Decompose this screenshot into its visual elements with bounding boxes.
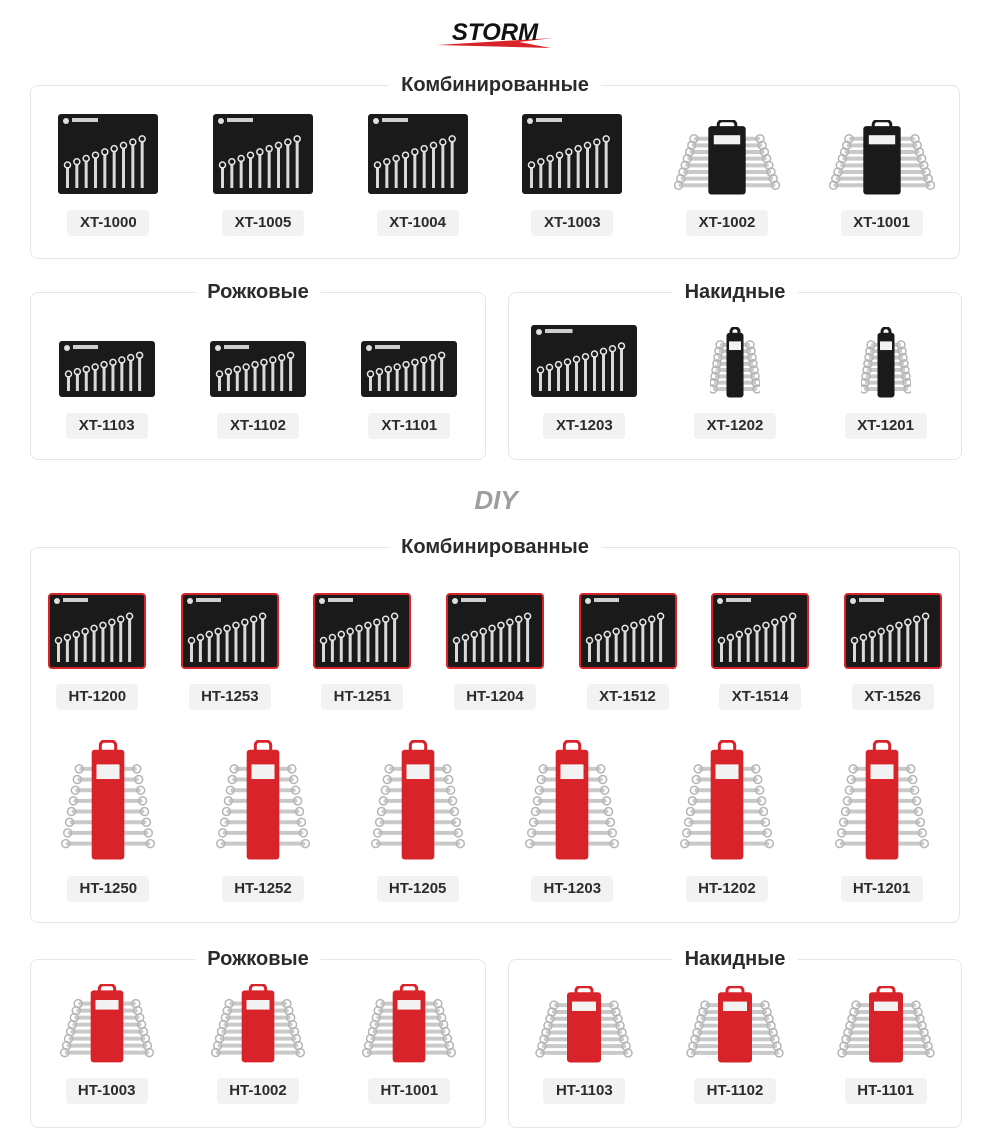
product-card-ht-1204[interactable] [443,584,547,710]
product-card-xt-1526[interactable] [841,584,945,710]
wrench-roll-image[interactable] [48,104,168,196]
product-code-label[interactable]: XT-1202 [694,413,776,439]
wrench-rack-image[interactable] [354,978,464,1064]
product-code-label[interactable]: XT-1001 [841,210,923,236]
product-code-label[interactable]: HT-1204 [454,684,536,710]
product-code-label[interactable]: HT-1201 [841,876,923,902]
product-card-ht-1002[interactable] [203,978,313,1104]
wrench-rack-image[interactable] [52,978,162,1064]
product-code-label[interactable]: XT-1201 [845,413,927,439]
product-code-label[interactable]: HT-1203 [531,876,613,902]
product-code-label[interactable]: HT-1101 [845,1078,927,1104]
wrench-roll-image[interactable] [527,319,641,399]
product-card-ht-1003[interactable] [52,978,162,1104]
product-code-label[interactable]: XT-1103 [66,413,148,439]
storm-open-title: Рожковые [195,278,320,306]
storm-ring-panel [508,281,962,460]
wrench-roll-image[interactable] [512,104,632,196]
wrench-roll-image[interactable] [310,584,414,670]
wrench-roll-image[interactable] [203,319,313,399]
wrench-rack-image[interactable] [529,978,639,1064]
product-code-label[interactable]: XT-1000 [67,210,149,236]
product-card-xt-1001[interactable] [822,104,942,236]
product-card-xt-1202[interactable] [678,319,792,439]
wrench-rack-image[interactable] [829,319,943,399]
product-code-label[interactable]: HT-1002 [217,1078,299,1104]
wrench-roll-image[interactable] [443,584,547,670]
storm-combined-panel [30,74,960,259]
storm-logo [0,14,991,54]
product-code-label[interactable]: XT-1526 [852,684,934,710]
product-code-label[interactable]: HT-1202 [686,876,768,902]
product-code-label[interactable]: HT-1251 [321,684,403,710]
product-card-xt-1000[interactable] [48,104,168,236]
product-card-xt-1203[interactable] [527,319,641,439]
wrench-rack-image[interactable] [208,732,318,862]
product-code-label[interactable]: HT-1200 [56,684,138,710]
product-code-label[interactable]: XT-1101 [368,413,450,439]
wrench-roll-image[interactable] [178,584,282,670]
storm-combined-title: Комбинированные [389,71,601,99]
product-code-label[interactable]: HT-1001 [368,1078,450,1104]
product-card-ht-1001[interactable] [354,978,464,1104]
wrench-rack-image[interactable] [53,732,163,862]
product-card-ht-1103[interactable] [529,978,639,1104]
product-code-label[interactable]: XT-1102 [217,413,299,439]
product-card-ht-1102[interactable] [680,978,790,1104]
product-code-label[interactable]: HT-1252 [222,876,304,902]
product-card-ht-1205[interactable] [363,732,473,902]
product-card-xt-1201[interactable] [829,319,943,439]
product-card-ht-1200[interactable] [45,584,149,710]
product-code-label[interactable]: XT-1003 [531,210,613,236]
wrench-roll-image[interactable] [45,584,149,670]
product-card-xt-1102[interactable] [203,319,313,439]
product-card-xt-1101[interactable] [354,319,464,439]
storm-logo-text: STORM [451,19,538,46]
product-code-label[interactable]: XT-1514 [719,684,801,710]
wrench-roll-image[interactable] [358,104,478,196]
wrench-rack-image[interactable] [678,319,792,399]
storm-open-panel [30,281,486,460]
diy-combined-title: Комбинированные [389,533,601,561]
product-card-xt-1005[interactable] [203,104,323,236]
diy-ring-title: Накидные [673,945,798,973]
wrench-rack-image[interactable] [822,104,942,196]
wrench-rack-image[interactable] [827,732,937,862]
wrench-rack-image[interactable] [667,104,787,196]
product-card-xt-1514[interactable] [708,584,812,710]
wrench-roll-image[interactable] [52,319,162,399]
wrench-roll-image[interactable] [354,319,464,399]
diy-open-title: Рожковые [195,945,320,973]
wrench-roll-image[interactable] [708,584,812,670]
product-card-xt-1103[interactable] [52,319,162,439]
product-card-xt-1512[interactable] [576,584,680,710]
diy-logo [0,482,991,518]
product-card-ht-1251[interactable] [310,584,414,710]
product-card-xt-1002[interactable] [667,104,787,236]
diy-ring-panel [508,948,962,1128]
diy-logo-mark [456,484,536,516]
product-code-label[interactable]: XT-1203 [543,413,625,439]
product-card-ht-1201[interactable] [827,732,937,902]
product-code-label[interactable]: XT-1002 [686,210,768,236]
product-card-xt-1003[interactable] [512,104,632,236]
product-code-label[interactable]: XT-1004 [377,210,459,236]
wrench-rack-image[interactable] [203,978,313,1064]
product-card-ht-1252[interactable] [208,732,318,902]
wrench-rack-image[interactable] [517,732,627,862]
product-code-label[interactable]: HT-1103 [543,1078,625,1104]
product-card-ht-1253[interactable] [178,584,282,710]
storm-ring-title: Накидные [673,278,798,306]
diy-combined-panel [30,536,960,923]
diy-open-panel [30,948,486,1128]
storm-logo-mark [431,16,561,52]
product-card-xt-1004[interactable] [358,104,478,236]
product-code-label[interactable]: HT-1003 [66,1078,148,1104]
wrench-rack-image[interactable] [363,732,473,862]
product-code-label[interactable]: HT-1102 [694,1078,776,1104]
product-card-ht-1250[interactable] [53,732,163,902]
product-card-ht-1202[interactable] [672,732,782,902]
wrench-rack-image[interactable] [831,978,941,1064]
wrench-roll-image[interactable] [841,584,945,670]
product-code-label[interactable]: HT-1205 [377,876,459,902]
wrench-roll-image[interactable] [203,104,323,196]
product-code-label[interactable]: HT-1253 [189,684,271,710]
product-code-label[interactable]: HT-1250 [67,876,149,902]
diy-logo-text: DIY [473,485,518,515]
wrench-rack-image[interactable] [680,978,790,1064]
product-code-label[interactable]: XT-1005 [222,210,304,236]
product-card-ht-1101[interactable] [831,978,941,1104]
product-code-label[interactable]: XT-1512 [587,684,669,710]
wrench-rack-image[interactable] [672,732,782,862]
product-card-ht-1203[interactable] [517,732,627,902]
wrench-roll-image[interactable] [576,584,680,670]
